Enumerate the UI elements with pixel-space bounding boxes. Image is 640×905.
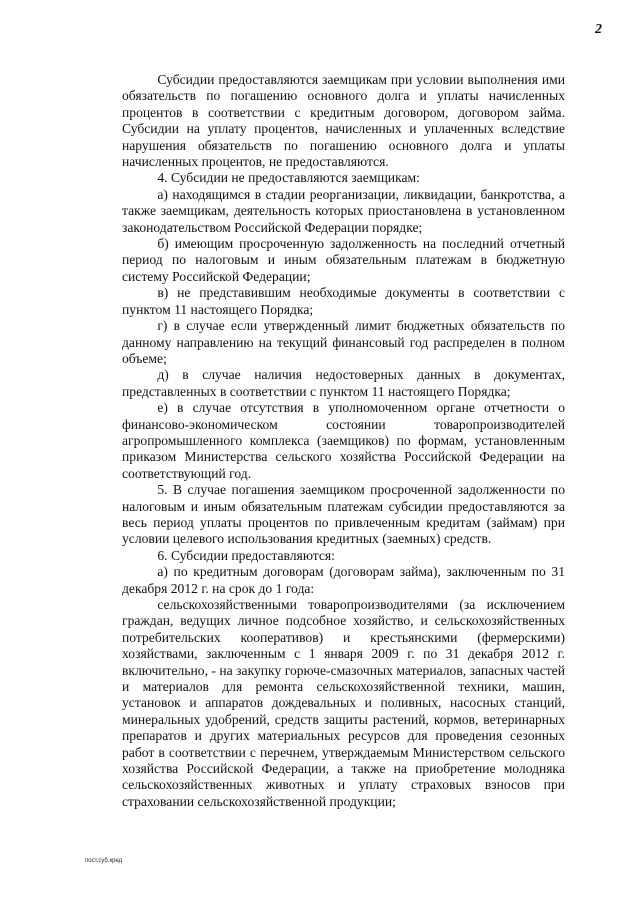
footer-file-code: пост.суб.кред [85, 858, 123, 864]
paragraph-item-4g: г) в случае если утвержденный лимит бюджетных обязательств по данному направлению на текущий финансовый год распределен в полном объеме; [122, 318, 565, 366]
paragraph-item-6a-producers: сельскохозяйственными товаропроизводителями (за исключением граждан, ведущих личное подсобное хозяйство, и сельскохозяйственных потребительских кооперативов) и крестьянскими (фермерскими) хозяйствами, заключенным с 1 января 2009 г. по 31 декабря 2012 г. включительно, - на закупку горюче-смазочных материалов, запасных частей и материалов для ремонта сельскохозяйственной техники, машин, установок и аппаратов дождевальных и поливных, насосных станций, минеральных удобрений, средств защиты растений, кормов, ветеринарных препаратов и других материальных ресурсов для проведения сезонных работ в соответствии с перечнем, утверждаемым Министерством сельского хозяйства Российской Федерации, а также на приобретение молодняка сельскохозяйственных животных и уплату страховых взносов при страховании сельскохозяйственной продукции; [122, 597, 565, 809]
paragraph-item-4d: д) в случае наличия недостоверных данных в документах, представленных в соответствии с пунктом 11 настоящего Порядка; [122, 367, 565, 399]
page-number: 2 [595, 22, 602, 37]
paragraph-item-6-heading: 6. Субсидии предоставляются: [157, 547, 335, 563]
paragraph-item-5: 5. В случае погашения заемщиком просроченной задолженности по налоговым и иным обязательным платежам субсидии предоставляются за весь период уплаты процентов по привлеченным кредитам (займам) при условии целевого использования кредитных (заемных) средств. [122, 482, 565, 547]
paragraph-item-4b: б) имеющим просроченную задолженность на последний отчетный период по налоговым и иным обязательным платежам в бюджетную систему Российской Федерации; [122, 236, 565, 284]
paragraph-item-4-heading: 4. Субсидии не предоставляются заемщикам: [157, 170, 420, 186]
paragraph-item-6a: а) по кредитным договорам (договорам займа), заключенным по 31 декабря 2012 г. на срок до 1 года: [122, 564, 565, 596]
paragraph-item-4v: в) не представившим необходимые документы в соответствии с пунктом 11 настоящего Порядка; [122, 285, 565, 317]
document-body [122, 72, 565, 810]
paragraph-subsidy-conditions: Субсидии предоставляются заемщикам при условии выполнения ими обязательств по погашению основного долга и уплаты начисленных процентов в соответствии с кредитным договором, договором займа. Субсидии на уплату процентов, начисленных и уплаченных вследствие нарушения обязательств по погашению основного долга и уплаты начисленных процентов, не предоставляются. [122, 72, 565, 170]
paragraph-item-4a: а) находящимся в стадии реорганизации, ликвидации, банкротства, а также заемщикам, деятельность которых приостановлена в установленном законодательством Российской Федерации порядке; [122, 186, 565, 235]
paragraph-item-4e: е) в случае отсутствия в уполномоченном органе отчетности о финансово-экономическом состоянии товаропроизводителей агропромышленного комплекса (заемщиков) по формам, установленным приказом Министерства сельского хозяйства Российской Федерации на соответствующий год. [122, 400, 565, 481]
